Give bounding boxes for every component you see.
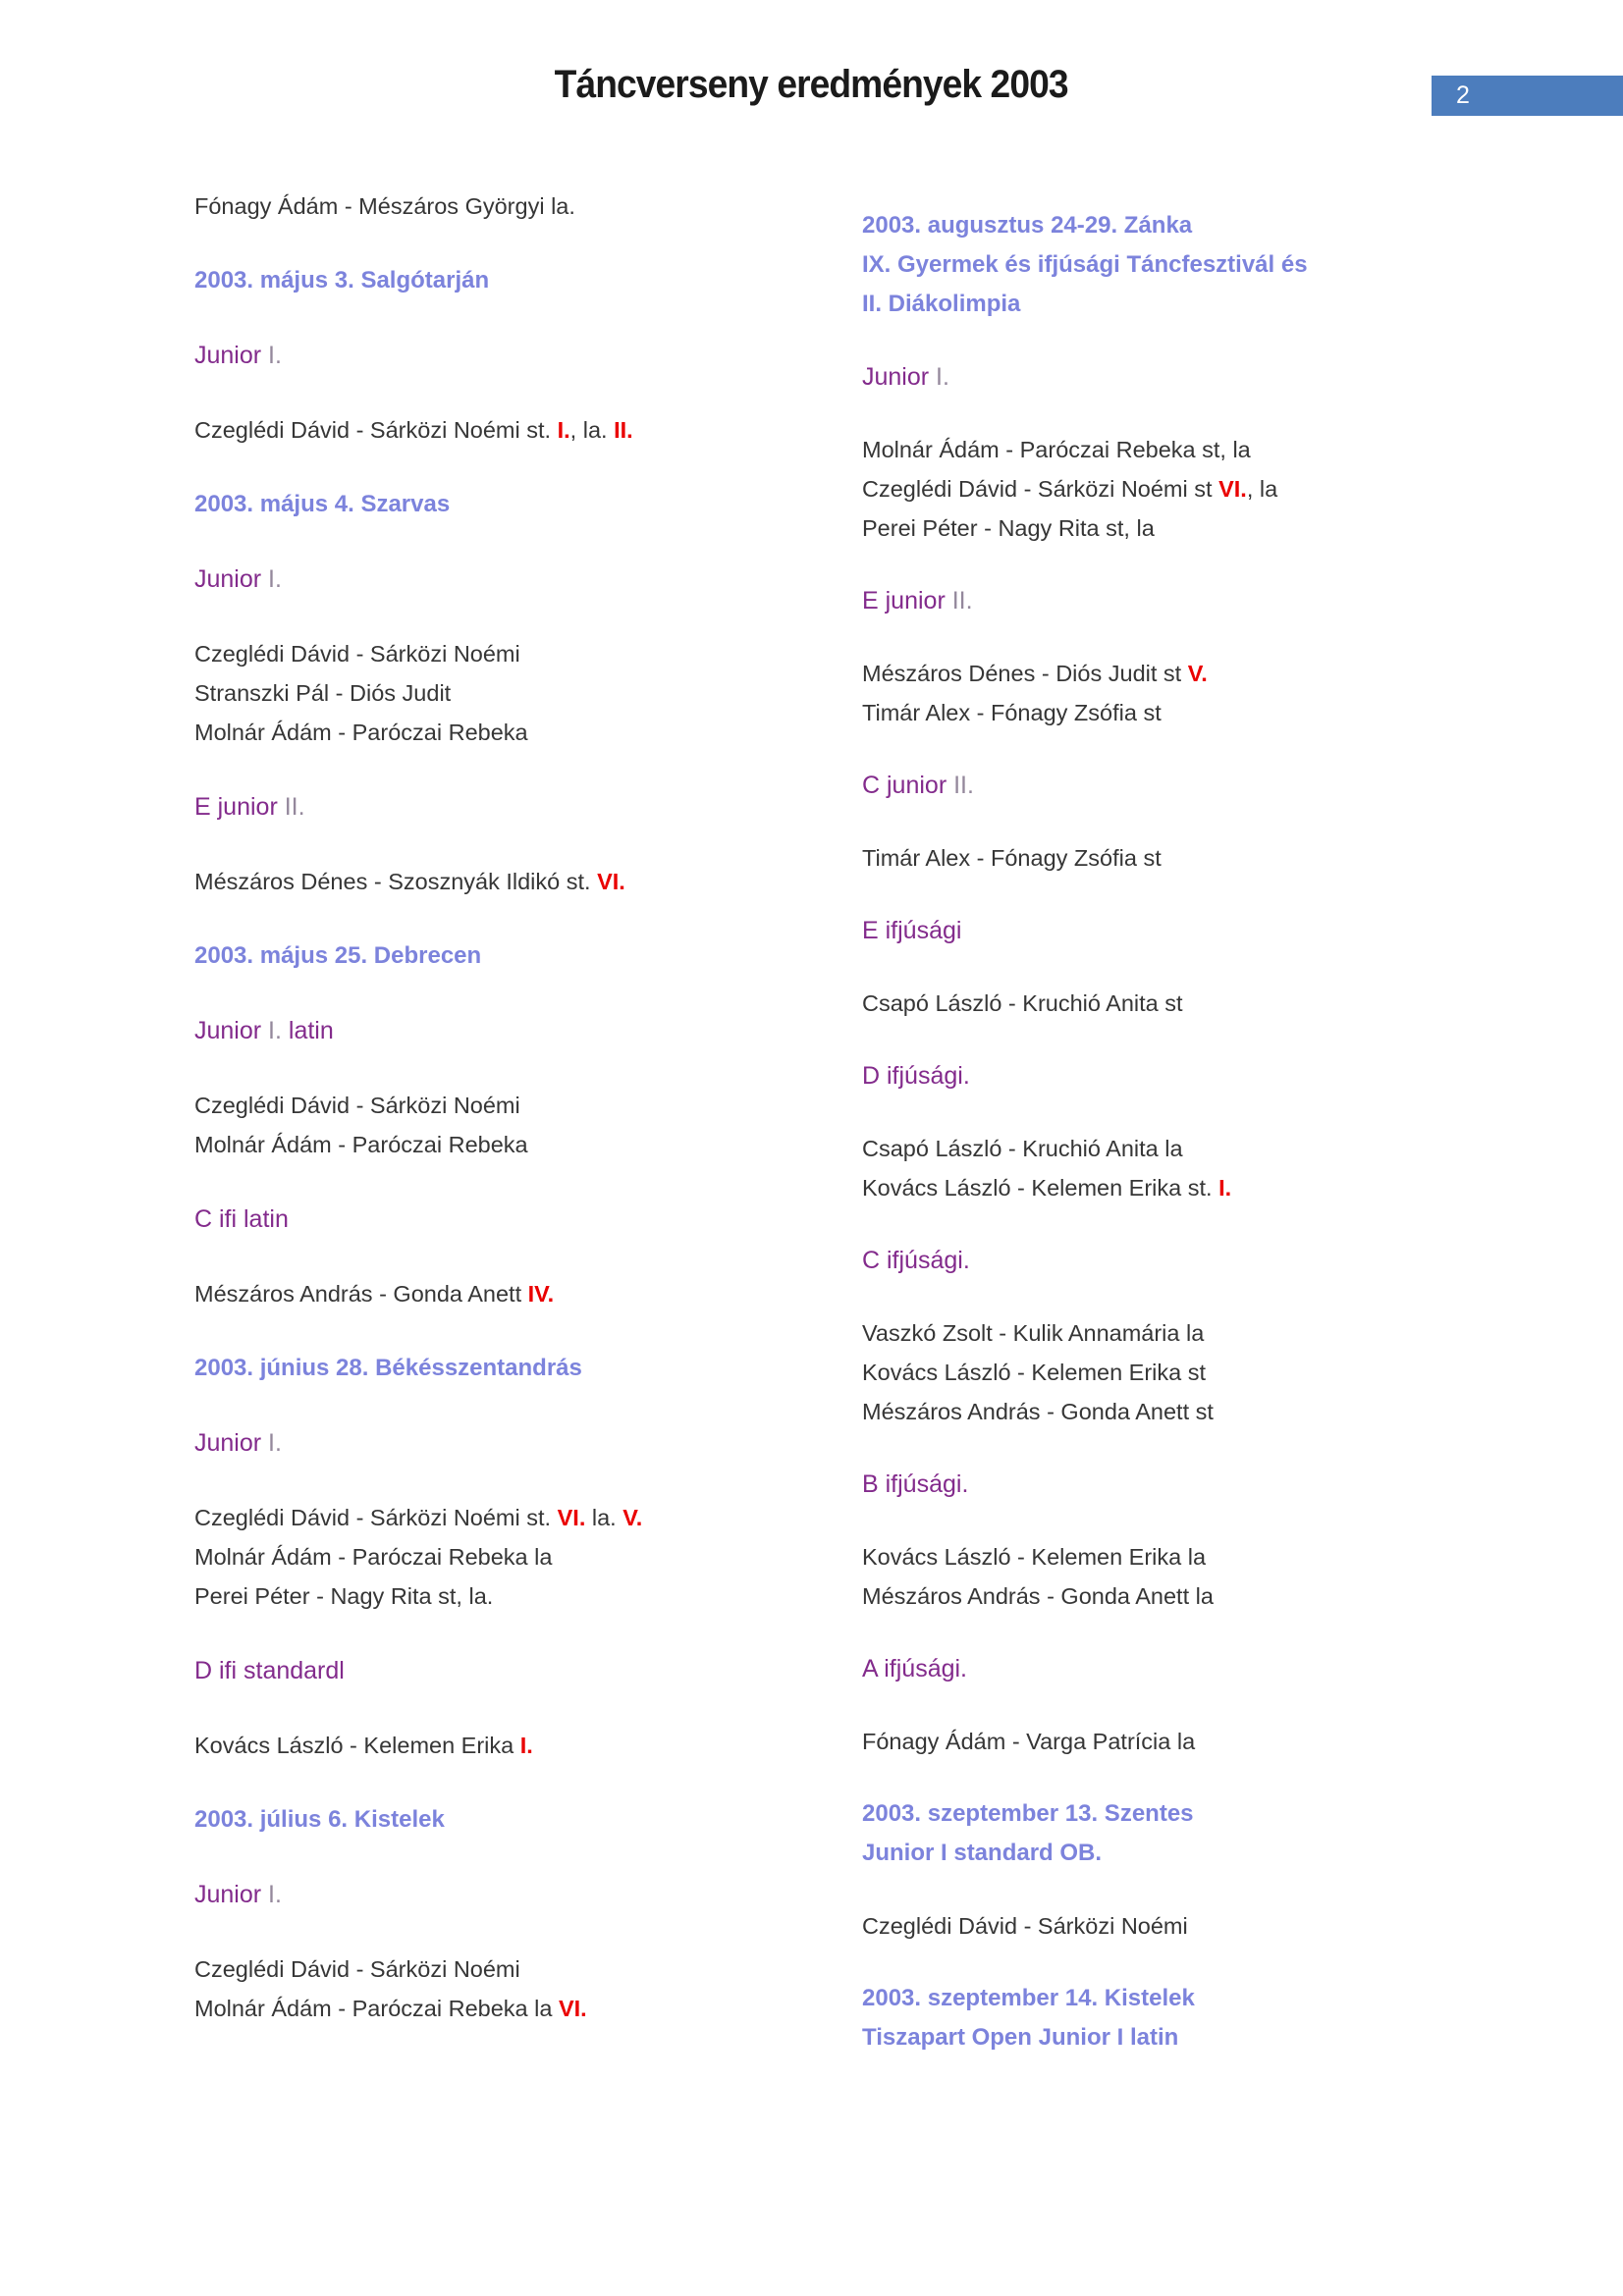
category-heading-block [194,560,833,599]
text-line [862,1834,1451,1873]
category-label: C ifi latin [194,1205,289,1233]
text-line [862,469,1451,508]
text-line [194,1498,833,1537]
text-line [194,1800,833,1840]
text-line [862,1722,1451,1761]
category-heading-block [194,336,833,375]
couple-names-text: Mészáros Dénes - Diós Judit st [862,661,1188,686]
category-heading-block [862,911,1451,950]
category-heading-block [194,1651,833,1690]
couple-names-text: Timár Alex - Fónagy Zsófia st [862,845,1162,871]
event-date-text: II. Diákolimpia [862,291,1021,317]
couple-names-text: Czeglédi Dávid - Sárközi Noémi st [862,476,1219,502]
category-numeral: I. [268,1429,282,1457]
category-label: B ifjúsági. [862,1470,969,1498]
couple-names-text: Vaszkó Zsolt - Kulik Annamária la [862,1320,1205,1346]
placement-result: II. [614,417,633,443]
text-line [194,1423,833,1463]
couple-names-text: Csapó László - Kruchió Anita la [862,1136,1183,1161]
category-heading-block [862,1465,1451,1504]
category-numeral: II. [953,772,974,799]
text-line [194,862,833,901]
results-block [862,1722,1451,1761]
placement-result: I. [557,417,570,443]
results-block [194,187,833,226]
category-heading-block [862,581,1451,620]
page-title [0,63,1623,107]
text-line [194,1537,833,1576]
category-label: Junior [194,1881,269,1908]
text-line [862,693,1451,732]
results-block [194,862,833,901]
category-heading-block [862,1056,1451,1095]
category-label: C ifjúsági. [862,1247,970,1274]
results-block [194,1498,833,1616]
couple-names-text: Czeglédi Dávid - Sárközi Noémi st. [194,417,558,443]
text-line [194,634,833,673]
results-block [194,1274,833,1313]
placement-result: VI. [557,1505,586,1530]
text-line [194,1875,833,1914]
couple-names-text: , la [1246,476,1278,502]
event-date-text: 2003. június 28. Békésszentandrás [194,1355,582,1381]
category-heading-block [862,1649,1451,1688]
couple-names-text: Perei Péter - Nagy Rita st, la [862,515,1155,541]
event-heading-block [194,936,833,976]
text-line [862,581,1451,620]
category-label: E ifjúsági [862,917,962,944]
text-line [194,936,833,976]
couple-names-text: la. [585,1505,623,1530]
category-heading-block [194,787,833,827]
text-line [194,261,833,300]
text-line [862,1241,1451,1280]
event-date-text: 2003. augusztus 24-29. Zánka [862,212,1193,239]
text-line [862,838,1451,878]
event-heading-block [862,1979,1451,2057]
text-line [194,1011,833,1050]
text-line [862,2018,1451,2057]
couple-names-text: Molnár Ádám - Paróczai Rebeka [194,720,528,745]
category-label: Junior [194,342,269,369]
event-date-text: Tiszapart Open Junior I latin [862,2024,1179,2051]
category-numeral: II. [284,793,305,821]
couple-names-text: Fónagy Ádám - Varga Patrícia la [862,1729,1196,1754]
couple-names-text: Kovács László - Kelemen Erika [194,1733,520,1758]
event-date-text: 2003. szeptember 14. Kistelek [862,1985,1195,2011]
couple-names-text: Czeglédi Dávid - Sárközi Noémi [862,1913,1188,1939]
text-line [862,206,1451,245]
category-heading-block [862,357,1451,397]
category-numeral: I. [268,565,282,593]
text-line [862,1313,1451,1353]
text-line [194,1349,833,1388]
event-heading-block [194,1349,833,1388]
text-line [194,560,833,599]
text-line [862,984,1451,1023]
category-heading-block [194,1423,833,1463]
text-line [194,787,833,827]
couple-names-text: Czeglédi Dávid - Sárközi Noémi [194,641,520,667]
couple-names-text: Csapó László - Kruchió Anita st [862,990,1183,1016]
results-block [862,1906,1451,1946]
event-heading-block [862,1794,1451,1873]
text-line [194,1651,833,1690]
category-label: E junior [862,587,952,614]
category-label: Junior [194,565,269,593]
page-number: 2 [1456,81,1470,109]
couple-names-text: Molnár Ádám - Paróczai Rebeka la [194,1544,553,1570]
text-line [194,410,833,450]
page-number-badge [1432,76,1623,116]
text-line [194,336,833,375]
text-line [862,1353,1451,1392]
category-numeral: I. [268,1881,282,1908]
text-line [862,1537,1451,1576]
couple-names-text: Mészáros András - Gonda Anett st [862,1399,1214,1424]
event-heading-block [194,261,833,300]
category-heading-block [194,1875,833,1914]
text-line [862,1979,1451,2018]
category-heading-block [862,766,1451,805]
category-numeral: II. [951,587,973,614]
text-line [862,1056,1451,1095]
event-heading-block [194,485,833,524]
couple-names-text: Fónagy Ádám - Mészáros Györgyi la. [194,193,575,219]
couple-names-text: Czeglédi Dávid - Sárközi Noémi st. [194,1505,558,1530]
results-block [862,430,1451,548]
category-heading-block [194,1200,833,1239]
page-title-text: Táncverseny eredmények 2003 [555,63,1068,106]
text-line [862,508,1451,548]
category-label: D ifjúsági. [862,1062,970,1090]
results-block [862,984,1451,1023]
text-line [862,1392,1451,1431]
text-line [194,1576,833,1616]
text-line [194,1726,833,1765]
results-block [862,1313,1451,1431]
results-block [194,1949,833,2028]
results-block [862,838,1451,878]
category-heading-block [194,1011,833,1050]
text-line [862,1649,1451,1688]
category-label: E junior [194,793,285,821]
results-block [194,1726,833,1765]
category-label: A ifjúsági. [862,1655,968,1682]
results-block [194,1086,833,1164]
couple-names-text: Mészáros András - Gonda Anett la [862,1583,1214,1609]
category-numeral: I. [268,1017,282,1044]
text-line [862,1906,1451,1946]
couple-names-text: , la. [569,417,615,443]
placement-result: VI. [597,869,625,894]
text-line [862,430,1451,469]
event-date-text: 2003. május 3. Salgótarján [194,267,490,294]
text-line [194,1274,833,1313]
couple-names-text: Molnár Ádám - Paróczai Rebeka st, la [862,437,1251,462]
category-numeral: I. [268,342,282,369]
text-line [194,1086,833,1125]
results-block [194,410,833,450]
category-heading-block [862,1241,1451,1280]
category-numeral: I. [936,363,949,391]
category-label: latin [281,1017,334,1044]
couple-names-text: Kovács László - Kelemen Erika st [862,1360,1207,1385]
placement-result: V. [1187,661,1208,686]
event-heading-block [194,1800,833,1840]
event-date-text: IX. Gyermek és ifjúsági Táncfesztivál és [862,251,1308,278]
event-date-text: 2003. május 4. Szarvas [194,491,451,517]
text-line [194,187,833,226]
event-date-text: 2003. július 6. Kistelek [194,1806,445,1833]
placement-result: I. [1218,1175,1232,1201]
text-line [862,1465,1451,1504]
text-line [862,766,1451,805]
text-line [194,485,833,524]
category-label: Junior [194,1017,269,1044]
couple-names-text: Stranszki Pál - Diós Judit [194,680,452,706]
text-line [862,654,1451,693]
couple-names-text: Timár Alex - Fónagy Zsófia st [862,700,1162,725]
category-label: Junior [194,1429,269,1457]
placement-result: I. [519,1733,533,1758]
couple-names-text: Mészáros András - Gonda Anett [194,1281,528,1307]
text-line [194,1989,833,2028]
text-line [194,1200,833,1239]
text-line [194,1125,833,1164]
results-block [862,1537,1451,1616]
couple-names-text: Czeglédi Dávid - Sárközi Noémi [194,1956,520,1982]
category-label: Junior [862,363,937,391]
placement-result: VI. [558,1996,587,2021]
text-line [862,1576,1451,1616]
text-line [194,673,833,713]
text-line [862,285,1451,324]
text-line [862,1129,1451,1168]
text-line [194,1949,833,1989]
placement-result: V. [622,1505,643,1530]
couple-names-text: Kovács László - Kelemen Erika la [862,1544,1207,1570]
couple-names-text: Molnár Ádám - Paróczai Rebeka [194,1132,528,1157]
event-date-text: 2003. május 25. Debrecen [194,942,482,969]
results-block [194,634,833,752]
couple-names-text: Perei Péter - Nagy Rita st, la. [194,1583,494,1609]
event-date-text: Junior I standard OB. [862,1840,1103,1866]
text-line [194,713,833,752]
placement-result: VI. [1218,476,1247,502]
results-block [862,1129,1451,1207]
text-line [862,911,1451,950]
text-line [862,1168,1451,1207]
results-block [862,654,1451,732]
couple-names-text: Mészáros Dénes - Szosznyák Ildikó st. [194,869,598,894]
couple-names-text: Molnár Ádám - Paróczai Rebeka la [194,1996,559,2021]
category-label: D ifi standardl [194,1657,345,1684]
column-right [862,206,1451,2091]
event-heading-block [862,206,1451,324]
couple-names-text: Kovács László - Kelemen Erika st. [862,1175,1219,1201]
couple-names-text: Czeglédi Dávid - Sárközi Noémi [194,1093,520,1118]
text-line [862,357,1451,397]
text-line [862,1794,1451,1834]
category-label: C junior [862,772,954,799]
event-date-text: 2003. szeptember 13. Szentes [862,1800,1194,1827]
text-line [862,245,1451,285]
placement-result: IV. [527,1281,555,1307]
column-left [194,187,833,2063]
